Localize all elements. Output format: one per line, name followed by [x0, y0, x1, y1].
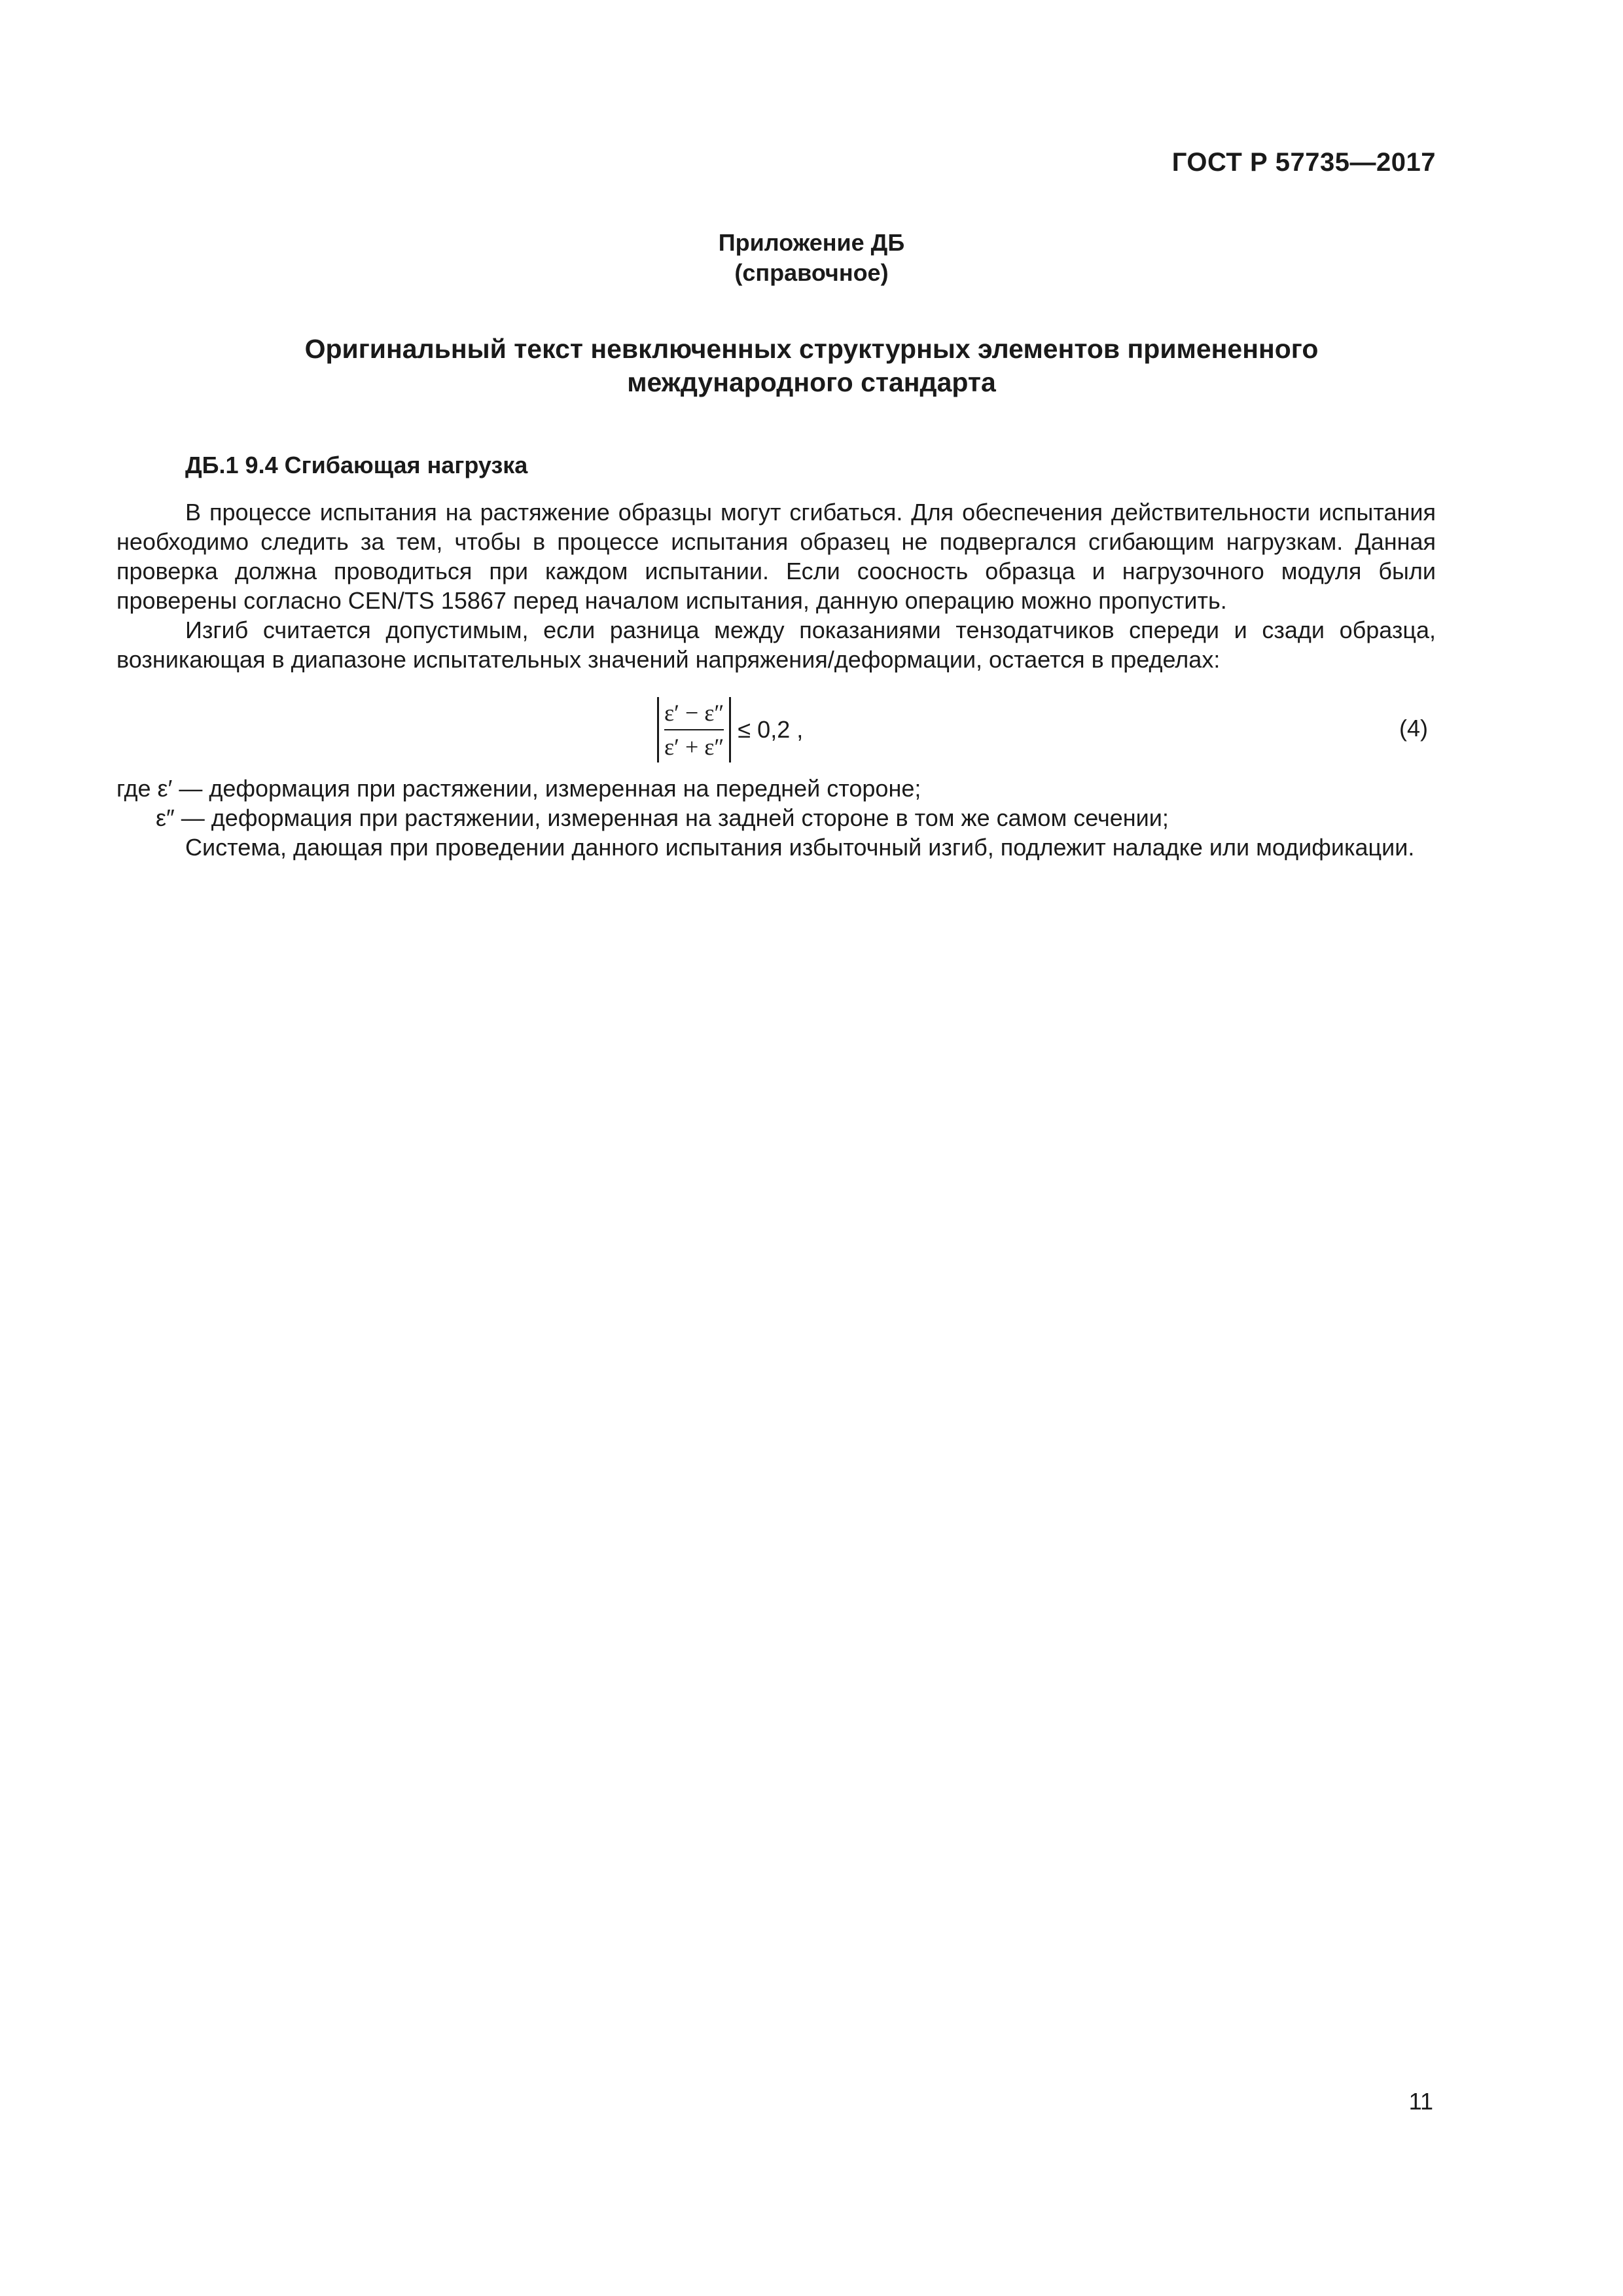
formula-4: [657, 694, 803, 766]
paragraph-1-block: [116, 497, 1436, 615]
definitions-block: [116, 774, 1436, 862]
formula-relation: ≤ 0,2 ,: [738, 716, 804, 743]
fraction-denominator: ε′ + ε″: [664, 734, 724, 760]
annex-label: Приложение ДБ: [718, 229, 905, 256]
fraction-numerator: ε′ − ε″: [664, 700, 724, 726]
paragraph-2-block: [116, 615, 1436, 674]
annex-title-line-2: международного стандарта: [627, 367, 996, 397]
annex-title-line-1: Оригинальный текст невключенных структурных элементов примененного: [304, 334, 1319, 364]
annex-title: [0, 332, 1623, 399]
annex-header: [0, 228, 1623, 288]
formula-row: [116, 694, 1436, 766]
annex-status: (справочное): [734, 259, 889, 286]
fraction-bar: [664, 729, 724, 730]
abs-bar-right: [729, 697, 731, 762]
paragraph-1: В процессе испытания на растяжение образцы могут сгибаться. Для обеспечения действительности испытания необходимо следить за тем, чтобы в процессе испытания образец не подвергался сгибающим нагрузкам. Данная проверка должна проводиться при каждом испытании. Если соосность образца и нагрузочного модуля были проверены согласно CEN/TS 15867 перед началом испытания, данную операцию можно пропустить.: [116, 499, 1436, 614]
document-code: ГОСТ Р 57735—2017: [1171, 148, 1436, 177]
page-number: 11: [1408, 2088, 1433, 2115]
section-heading: ДБ.1 9.4 Сгибающая нагрузка: [185, 452, 528, 478]
definition-line-3: Система, дающая при проведении данного испытания избыточный изгиб, подлежит наладке или модификации.: [185, 834, 1415, 861]
definition-line-1: где ε′ — деформация при растяжении, измеренная на передней стороне;: [116, 775, 921, 802]
fraction: [659, 698, 729, 761]
definition-line-2: ε″ — деформация при растяжении, измеренная на задней стороне в том же самом сечении;: [156, 804, 1169, 831]
paragraph-2: Изгиб считается допустимым, если разница между показаниями тензодатчиков спереди и сзади образца, возникающая в диапазоне испытательных значений напряжения/деформации, остается в пределах:: [116, 617, 1436, 673]
equation-number: (4): [1399, 715, 1428, 742]
